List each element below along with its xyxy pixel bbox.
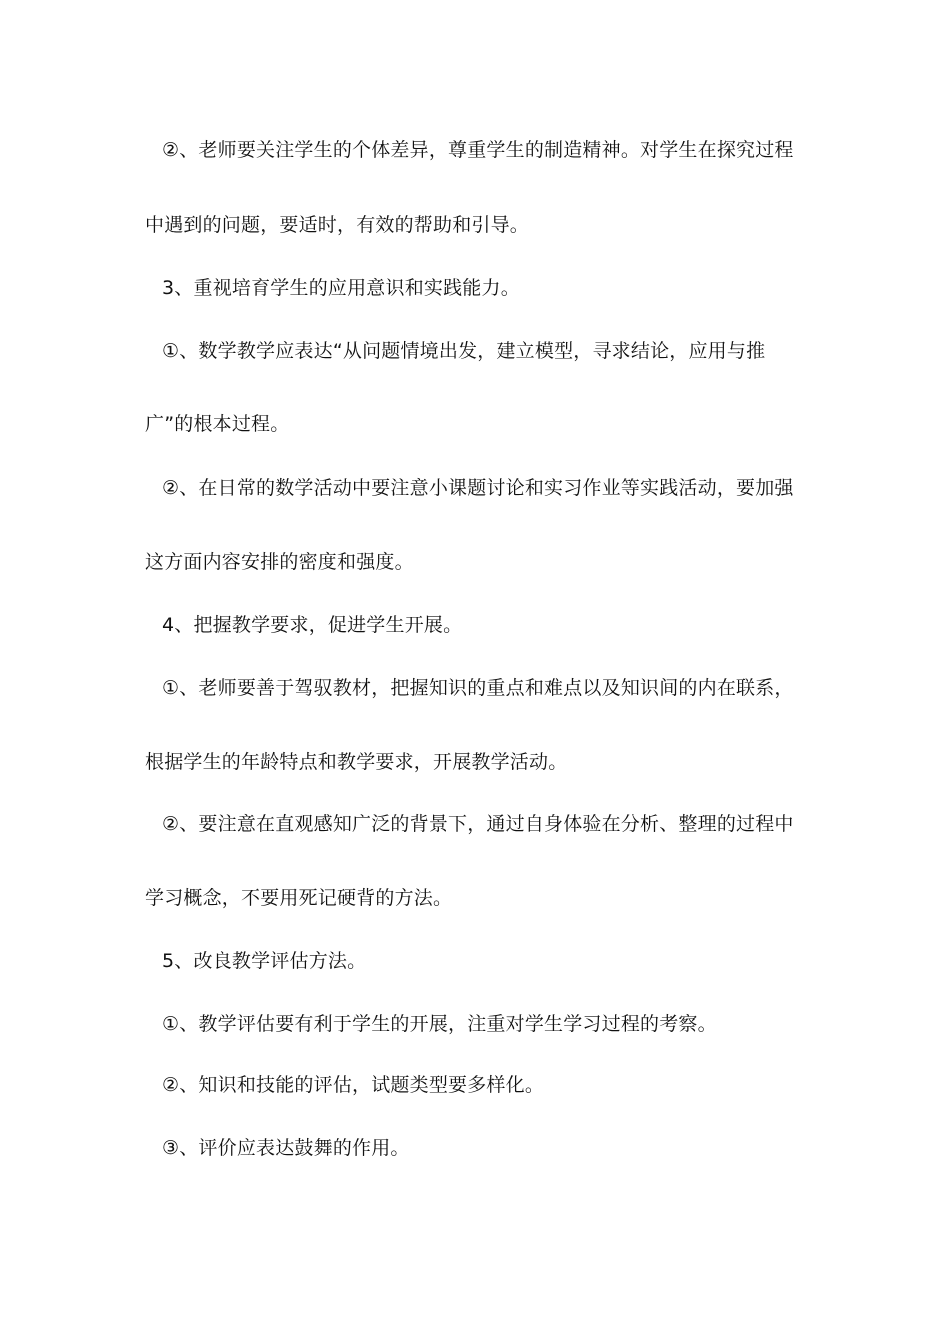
paragraph-line: ②、知识和技能的评估，试题类型要多样化。 [162, 1074, 545, 1096]
paragraph-line: 广”的根本过程。 [145, 413, 290, 435]
paragraph-line: ②、老师要关注学生的个体差异，尊重学生的制造精神。对学生在探究过程 [162, 139, 794, 161]
section-heading: 5、改良教学评估方法。 [162, 950, 367, 972]
paragraph-line: ①、教学评估要有利于学生的开展，注重对学生学习过程的考察。 [162, 1013, 717, 1035]
paragraph-line: 这方面内容安排的密度和强度。 [145, 551, 414, 573]
paragraph-line: 中遇到的问题，要适时，有效的帮助和引导。 [145, 214, 530, 236]
paragraph-line: ②、在日常的数学活动中要注意小课题讨论和实习作业等实践活动，要加强 [162, 477, 794, 499]
paragraph-line: ③、评价应表达鼓舞的作用。 [162, 1137, 410, 1159]
paragraph-line: 根据学生的年龄特点和教学要求，开展教学活动。 [145, 751, 568, 773]
paragraph-line: ①、老师要善于驾驭教材，把握知识的重点和难点以及知识间的内在联系， [162, 677, 794, 699]
paragraph-line: ①、数学教学应表达“从问题情境出发，建立模型，寻求结论，应用与推 [162, 340, 766, 362]
paragraph-line: 学习概念，不要用死记硬背的方法。 [145, 887, 453, 909]
paragraph-line: ②、要注意在直观感知广泛的背景下，通过自身体验在分析、整理的过程中 [162, 813, 794, 835]
section-heading: 3、重视培育学生的应用意识和实践能力。 [162, 277, 520, 299]
section-heading: 4、把握教学要求，促进学生开展。 [162, 614, 463, 636]
